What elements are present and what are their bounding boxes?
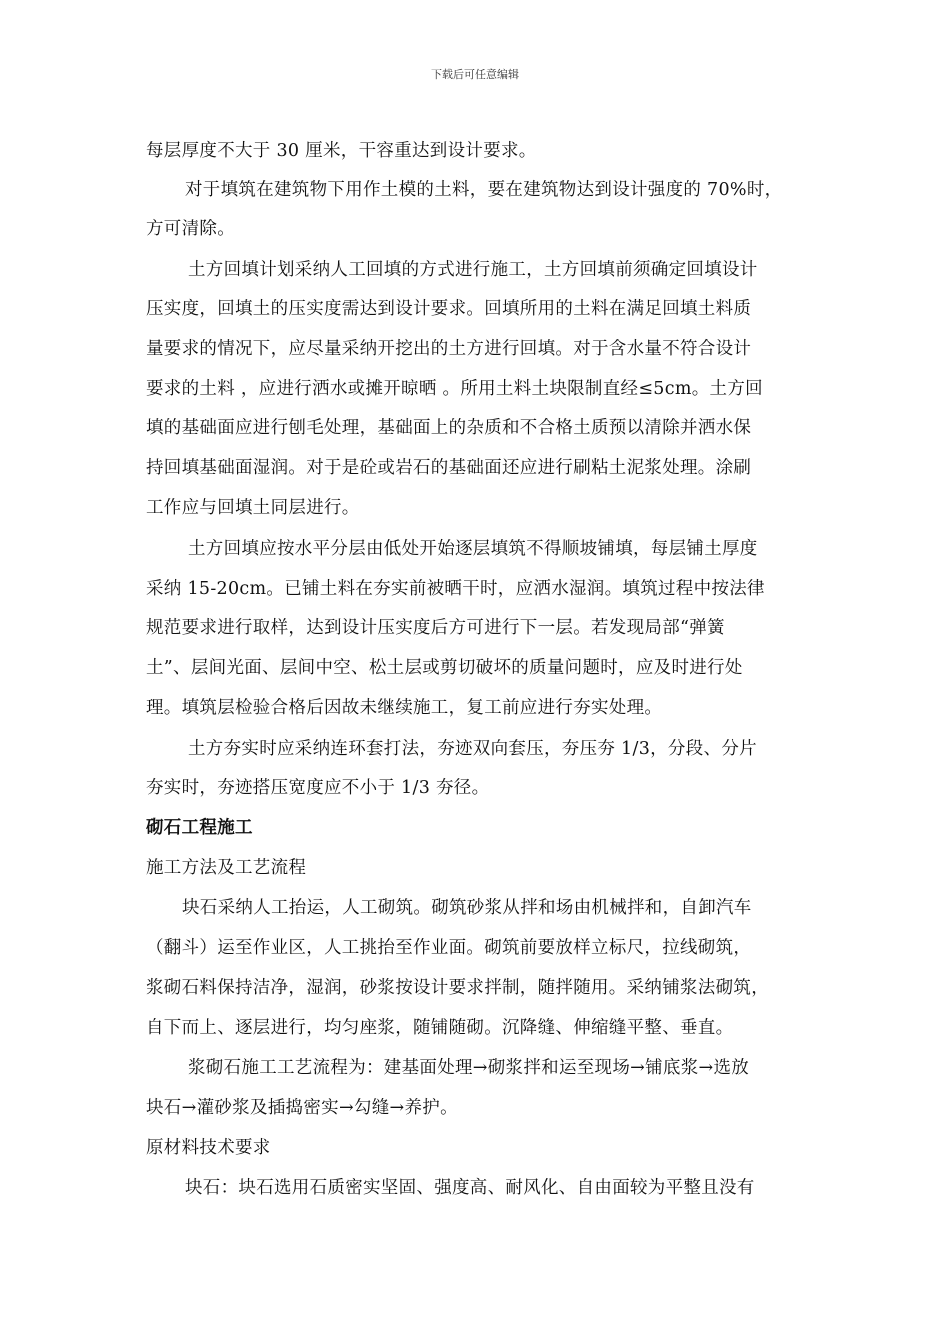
body-line: （翻斗）运至作业区，人工挑抬至作业面。砌筑前要放样立标尺，拉线砌筑， — [146, 938, 752, 958]
section-heading: 砌石工程施工 — [146, 818, 253, 838]
body-line: 规范要求进行取样，达到设计压实度后方可进行下一层。若发现局部“弹簧 — [146, 618, 725, 638]
paragraph-first-line: 块石采纳人工抬运，人工砌筑。砌筑砂浆从拌和场由机械拌和，自卸汽车 — [182, 898, 752, 918]
subsection-heading: 原材料技术要求 — [146, 1138, 271, 1158]
paragraph-first-line: 浆砌石施工工艺流程为：建基面处理→砌浆拌和运至现场→铺底浆→选放 — [188, 1058, 750, 1078]
body-line: 量要求的情况下，应尽量采纳开挖出的土方进行回填。对于含水量不符合设计 — [146, 339, 752, 359]
paragraph-first-line: 土方回填应按水平分层由低处开始逐层填筑不得顺坡铺填，每层铺土厚度 — [188, 539, 758, 559]
body-line: 每层厚度不大于 30 厘米，干容重达到设计要求。 — [146, 141, 537, 161]
subsection-heading: 施工方法及工艺流程 — [146, 858, 307, 878]
body-line: 采纳 15-20cm。已铺土料在夯实前被晒干时，应洒水湿润。填筑过程中按法律 — [146, 579, 765, 599]
paragraph-first-line: 对于填筑在建筑物下用作土模的土料，要在建筑物达到设计强度的 70%时， — [185, 180, 783, 200]
body-line: 持回填基础面湿润。对于是砼或岩石的基础面还应进行刷粘土泥浆处理。涂刷 — [146, 458, 752, 478]
body-line: 方可清除。 — [146, 219, 235, 239]
body-line: 自下而上、逐层进行，均匀座浆，随铺随砌。沉降缝、伸缩缝平整、垂直。 — [146, 1018, 734, 1038]
body-line: 要求的土料 ，应进行洒水或摊开晾晒 。所用土料土块限制直经≤5cm。土方回 — [146, 379, 763, 399]
body-line: 夯实时，夯迹搭压宽度应不小于 1/3 夯径。 — [146, 778, 490, 798]
page-header-note: 下载后可任意编辑 — [431, 68, 519, 81]
paragraph-first-line: 土方夯实时应采纳连环套打法，夯迹双向套压，夯压夯 1/3，分段、分片 — [188, 739, 757, 759]
body-line: 压实度，回填土的压实度需达到设计要求。回填所用的土料在满足回填土料质 — [146, 299, 752, 319]
paragraph-first-line: 块石：块石选用石质密实坚固、强度高、耐风化、自由面较为平整且没有 — [185, 1178, 755, 1198]
body-line: 浆砌石料保持洁净，湿润，砂浆按设计要求拌制，随拌随用。采纳铺浆法砌筑， — [146, 978, 769, 998]
body-line: 填的基础面应进行刨毛处理，基础面上的杂质和不合格土质预以清除并洒水保 — [146, 418, 752, 438]
body-line: 工作应与回填土同层进行。 — [146, 498, 360, 518]
body-line: 土”、层间光面、层间中空、松土层或剪切破坏的质量问题时，应及时进行处 — [146, 658, 743, 678]
paragraph-first-line: 土方回填计划采纳人工回填的方式进行施工，土方回填前须确定回填设计 — [188, 260, 758, 280]
body-line: 块石→灌砂浆及插捣密实→勾缝→养护。 — [146, 1098, 458, 1118]
body-line: 理。填筑层检验合格后因故未继续施工，复工前应进行夯实处理。 — [146, 698, 663, 718]
